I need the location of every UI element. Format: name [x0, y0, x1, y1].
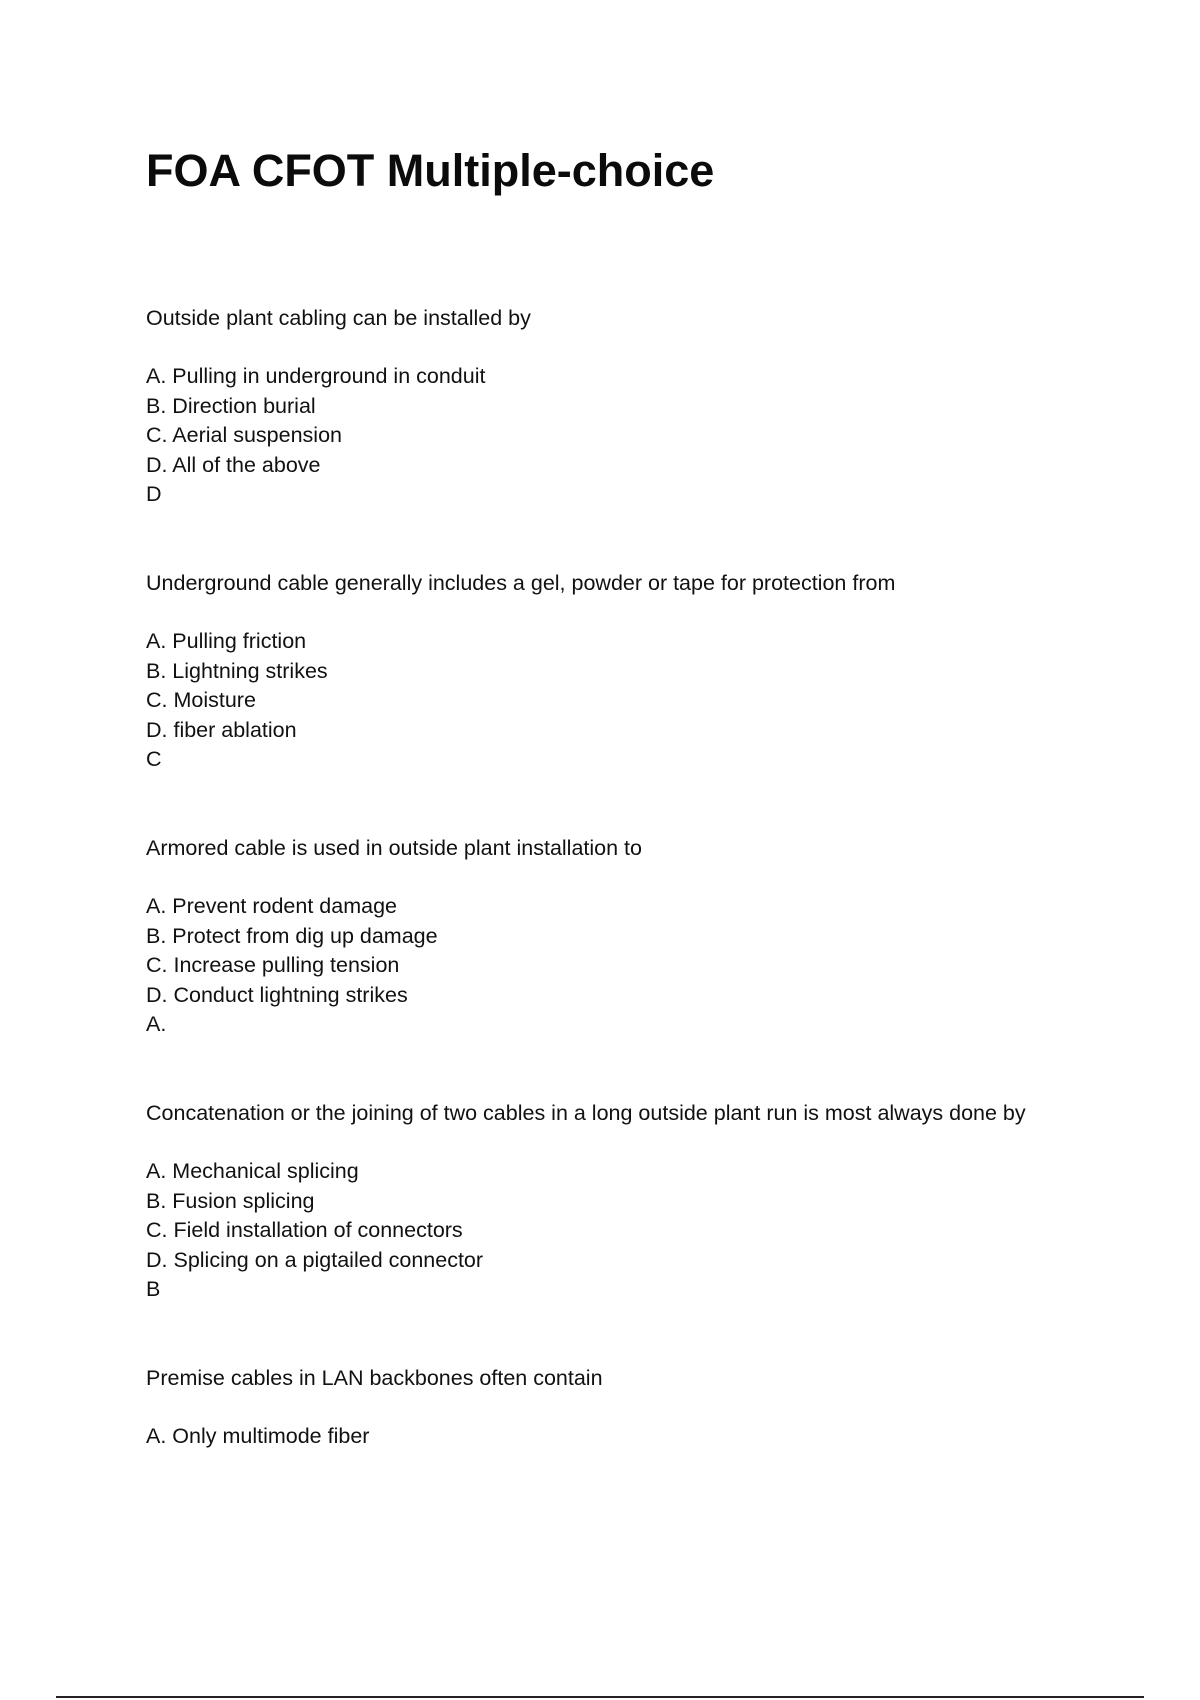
option-d: D. All of the above: [146, 452, 321, 477]
option-d: D. fiber ablation: [146, 717, 297, 742]
option-b: B. Direction burial: [146, 393, 316, 418]
question-text: Premise cables in LAN backbones often contain: [146, 1366, 603, 1390]
option-list: [146, 1157, 1146, 1275]
option-b: B. Protect from dig up damage: [146, 923, 438, 948]
option-d: D. Conduct lightning strikes: [146, 982, 408, 1007]
question-block: [146, 303, 1146, 568]
question-text: Underground cable generally includes a gel, powder or tape for protection from: [146, 571, 896, 595]
option-a: A. Mechanical splicing: [146, 1159, 359, 1183]
option-c: C. Increase pulling tension: [146, 953, 400, 977]
question-list: [146, 303, 1146, 1628]
option-a: A. Pulling in underground in conduit: [146, 364, 486, 388]
option-a: A. Prevent rodent damage: [146, 894, 397, 918]
option-b: B. Fusion splicing: [146, 1188, 315, 1213]
question-text: Armored cable is used in outside plant installation to: [146, 836, 642, 860]
question-text: Outside plant cabling can be installed by: [146, 306, 531, 330]
page-title: FOA CFOT Multiple-choice: [146, 145, 715, 196]
option-d: D. Splicing on a pigtailed connector: [146, 1247, 484, 1272]
option-b: B. Lightning strikes: [146, 658, 328, 683]
answer-key: D: [146, 482, 162, 506]
option-list: [146, 362, 1146, 480]
question-block: [146, 1363, 1146, 1628]
option-list: [146, 627, 1146, 745]
option-c: C. Moisture: [146, 688, 256, 712]
answer-key: A.: [146, 1012, 167, 1036]
option-a: A. Pulling friction: [146, 629, 307, 653]
option-list: [146, 892, 1146, 1010]
option-a: A. Only multimode fiber: [146, 1424, 370, 1448]
question-block: [146, 568, 1146, 833]
answer-key: B: [146, 1277, 161, 1301]
question-block: [146, 833, 1146, 1098]
question-block: [146, 1098, 1146, 1363]
answer-key: C: [146, 747, 162, 771]
option-c: C. Field installation of connectors: [146, 1218, 463, 1242]
question-text: Concatenation or the joining of two cables in a long outside plant run is most always done by: [146, 1101, 1026, 1125]
option-c: C. Aerial suspension: [146, 423, 342, 447]
page-bottom-rule: [56, 1696, 1144, 1698]
option-list: [146, 1422, 1146, 1452]
